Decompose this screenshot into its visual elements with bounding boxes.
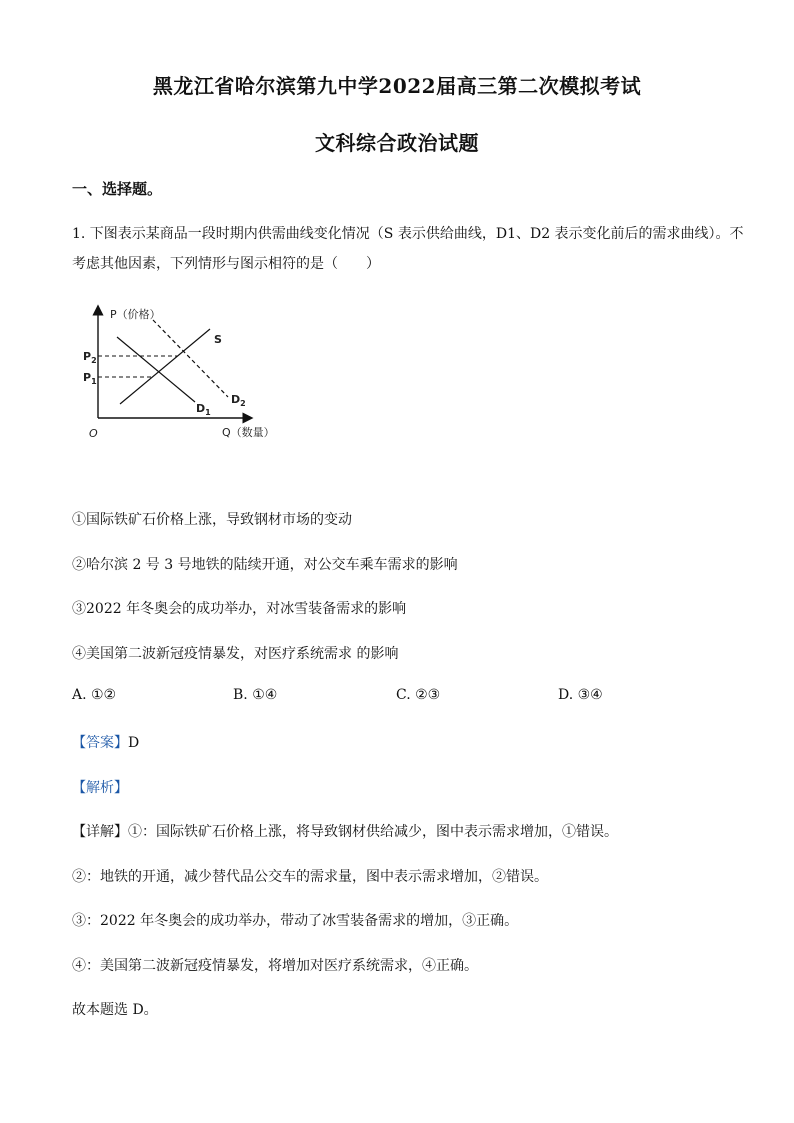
answer-value: D: [128, 735, 140, 751]
analysis-tag: 【解析】: [72, 780, 128, 796]
demand-curve-d1: [117, 337, 195, 402]
detail-tag: 【详解】: [72, 824, 128, 840]
detail-line-2: ②：地铁的开通，减少替代品公交车的需求量，图中表示需求增加，②错误。: [72, 869, 548, 885]
p2-label: $P_2$: [83, 350, 97, 365]
s-label: S: [214, 333, 222, 346]
x-axis-label: Q（数量）: [222, 426, 275, 439]
d2-label: $D_2$: [231, 393, 246, 408]
answer-tag: 【答案】: [72, 735, 128, 751]
detail-line-1: 【详解】①：国际铁矿石价格上涨，将导致钢材供给减少，图中表示需求增加，①错误。: [72, 824, 618, 840]
option-b: B. ①④: [233, 687, 278, 703]
answer-line: [72, 732, 139, 752]
d1-label: $D_1$: [196, 402, 211, 417]
question-stem-line-1: 1. 下图表示某商品一段时期内供需曲线变化情况（S 表示供给曲线，D1、D2 表示变化前后的需求曲线）。不: [72, 226, 744, 242]
document-title: 黑龙江省哈尔滨第九中学2022届高三第二次模拟考试: [152, 74, 642, 98]
detail-line-3: ③：2022 年冬奥会的成功举办，带动了冰雪装备需求的增加，③正确。: [72, 913, 519, 929]
option-d: D. ③④: [558, 687, 603, 703]
option-c: C. ②③: [396, 687, 441, 703]
question-stem-line-2: 考虑其他因素，下列情形与图示相符的是（ ）: [72, 256, 380, 272]
detail-line-4: ④：美国第二波新冠疫情暴发，将增加对医疗系统需求，④正确。: [72, 958, 478, 974]
supply-demand-figure: [80, 300, 300, 450]
document-subtitle: 文科综合政治试题: [315, 131, 479, 155]
section-heading: 一、选择题。: [72, 180, 163, 198]
question-item-1: ①国际铁矿石价格上涨，导致钢材市场的变动: [72, 512, 352, 528]
origin-label: O: [89, 427, 98, 440]
conclusion-line: 故本题选 D。: [72, 1002, 158, 1018]
question-item-3: ③2022 年冬奥会的成功举办，对冰雪装备需求的影响: [72, 601, 407, 617]
supply-curve-s: [120, 329, 210, 404]
demand-curve-d2: [153, 320, 228, 397]
option-a: A. ①②: [72, 687, 117, 703]
question-item-2: ②哈尔滨 2 号 3 号地铁的陆续开通，对公交车乘车需求的影响: [72, 557, 458, 573]
y-axis-label: P（价格）: [110, 308, 161, 321]
p1-label: $P_1$: [83, 371, 97, 386]
question-item-4: ④美国第二波新冠疫情暴发，对医疗系统需求 的影响: [72, 646, 399, 662]
